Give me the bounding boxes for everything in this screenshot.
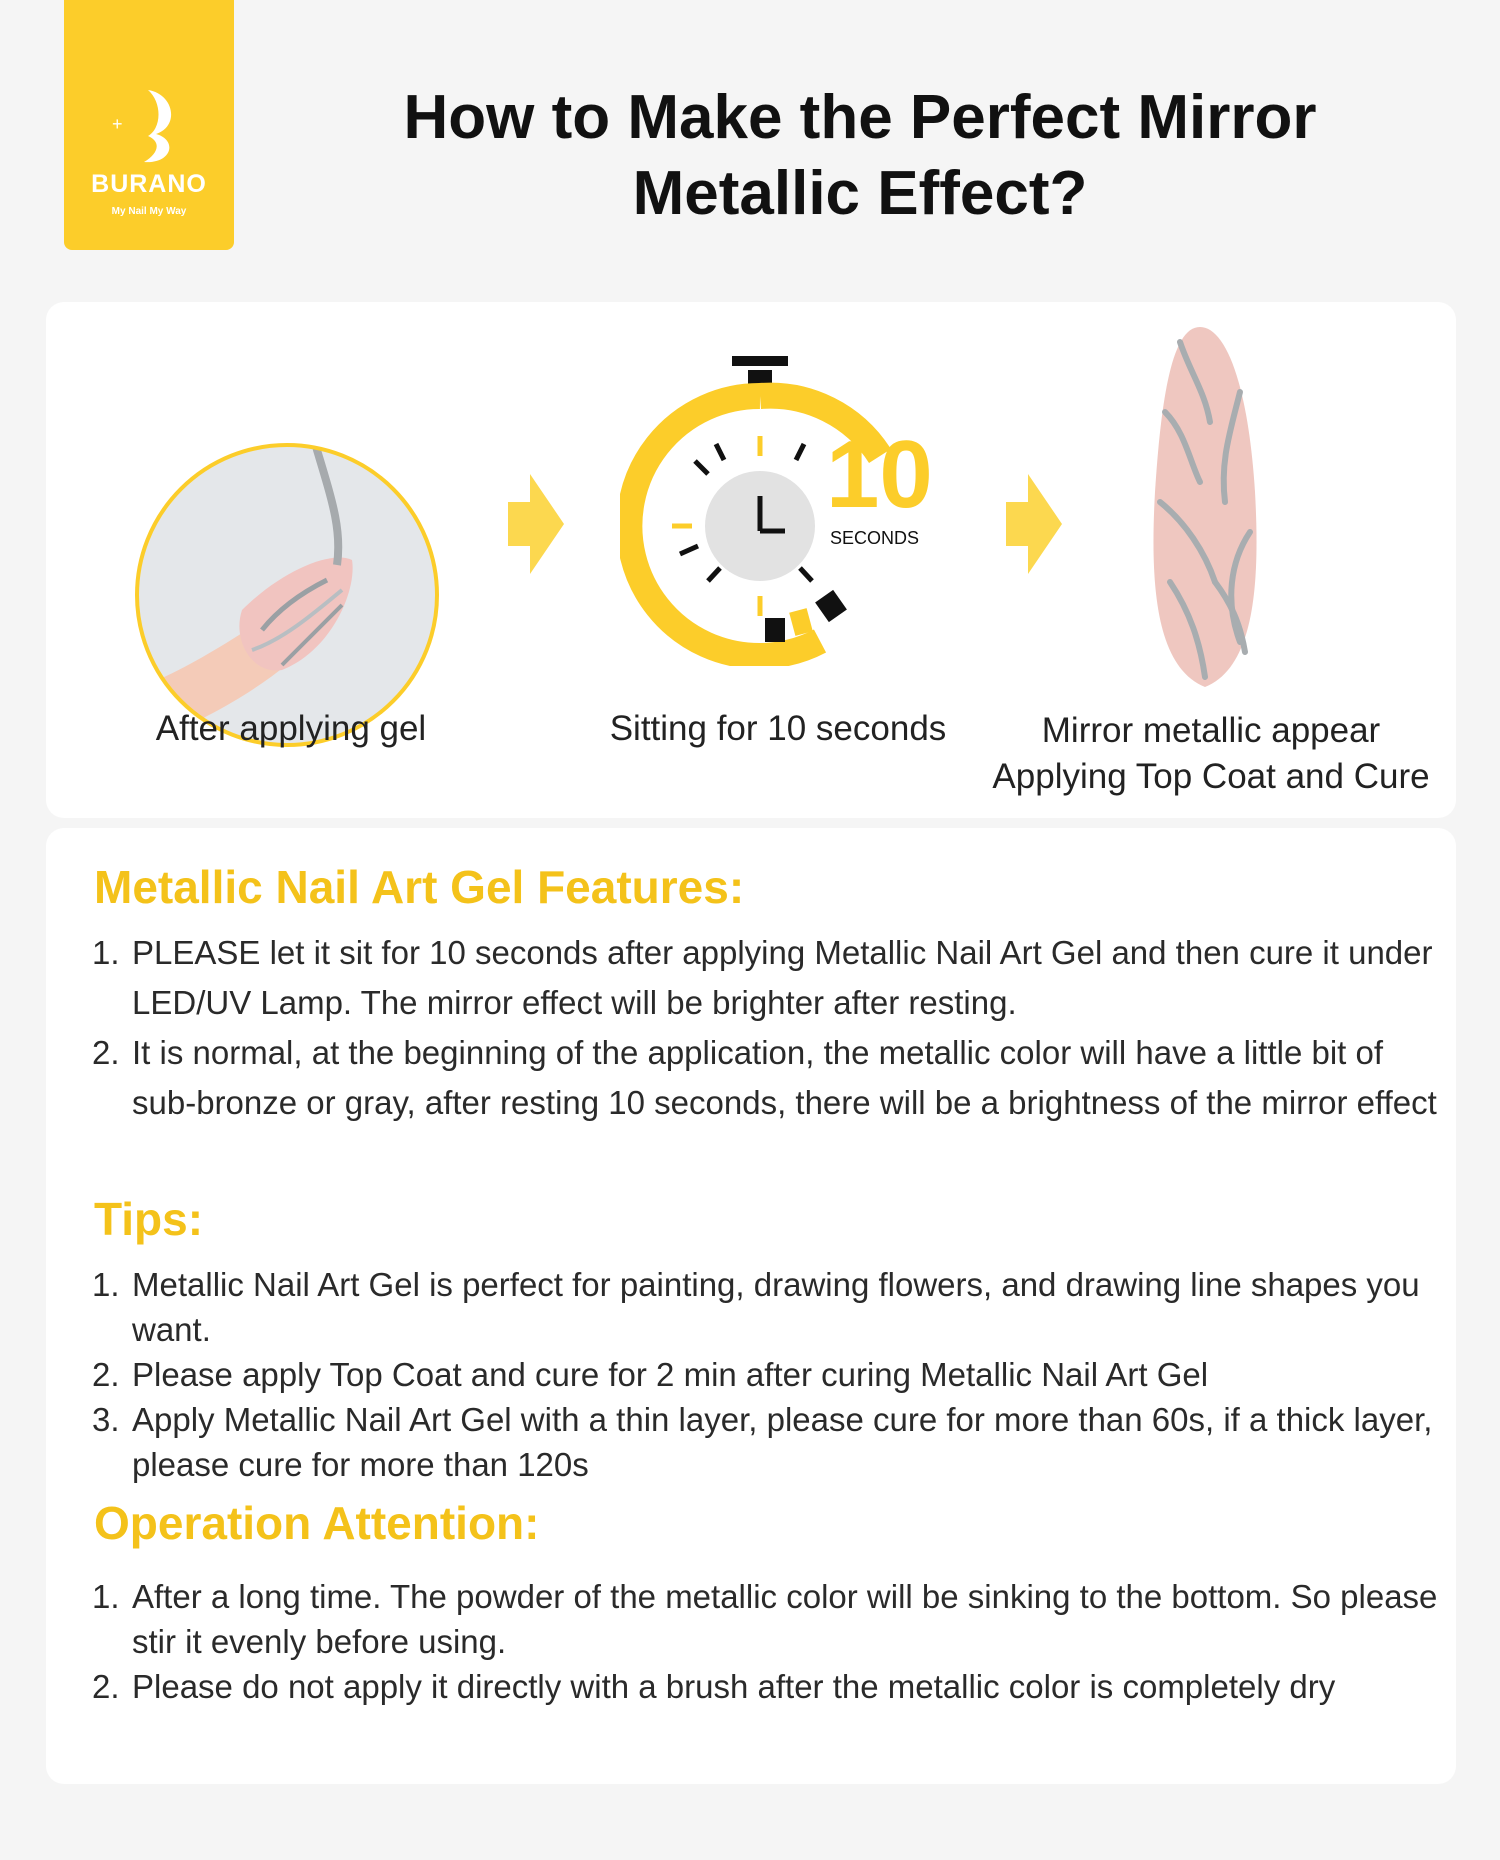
list-item: 3. Apply Metallic Nail Art Gel with a thin layer, please cure for more than 60s, if a thick layer, please cure for more than 120s bbox=[92, 1401, 1433, 1483]
info-card bbox=[46, 828, 1456, 1784]
page-title: How to Make the Perfect Mirror Metallic Effect? bbox=[403, 83, 1317, 228]
arrow-right-icon bbox=[1006, 474, 1062, 574]
tips-list bbox=[92, 1262, 1442, 1487]
steps-card bbox=[46, 302, 1456, 818]
list-item: 2. Please apply Top Coat and cure for 2 min after curing Metallic Nail Art Gel bbox=[92, 1356, 1209, 1393]
timer-value: 10 bbox=[826, 421, 933, 528]
metallic-nail-illustration bbox=[1130, 322, 1280, 702]
list-item: 1. After a long time. The powder of the metallic color will be sinking to the bottom. So please stir it evenly before using. bbox=[92, 1578, 1438, 1660]
step-3-label-line1: Mirror metallic appear bbox=[1041, 711, 1381, 750]
brand-name: BURANO bbox=[91, 170, 207, 198]
arrow-right-icon bbox=[508, 474, 564, 574]
step-1-label: After applying gel bbox=[155, 709, 427, 748]
features-heading: Metallic Nail Art Gel Features: bbox=[94, 861, 745, 913]
list-item: 2. It is normal, at the beginning of the application, the metallic color will have a little bit of sub-bronze or gray, after resting 10 seconds, there will be a brightness of the mirror effect bbox=[92, 1034, 1437, 1121]
attention-list bbox=[92, 1574, 1442, 1709]
list-item: 2. Please do not apply it directly with a brush after the metallic color is completely dry bbox=[92, 1668, 1336, 1705]
nail-brush-illustration bbox=[132, 440, 442, 750]
list-item: 1. PLEASE let it sit for 10 seconds after applying Metallic Nail Art Gel and then cure it under LED/UV Lamp. The mirror effect will be brighter after resting. bbox=[92, 934, 1433, 1021]
tips-heading: Tips: bbox=[94, 1193, 204, 1245]
brand-logo[interactable] bbox=[64, 0, 234, 250]
svg-text:+: + bbox=[112, 114, 123, 134]
features-list bbox=[92, 928, 1442, 1128]
timer-unit: SECONDS bbox=[830, 528, 920, 548]
moon-logo-icon bbox=[104, 86, 194, 166]
brand-tagline: My Nail My Way bbox=[111, 206, 187, 217]
attention-heading: Operation Attention: bbox=[94, 1497, 540, 1549]
list-item: 1. Metallic Nail Art Gel is perfect for painting, drawing flowers, and drawing line shapes you want. bbox=[92, 1266, 1420, 1348]
step-3-label-line2: Applying Top Coat and Cure bbox=[992, 757, 1430, 796]
step-2-label: Sitting for 10 seconds bbox=[609, 709, 947, 748]
